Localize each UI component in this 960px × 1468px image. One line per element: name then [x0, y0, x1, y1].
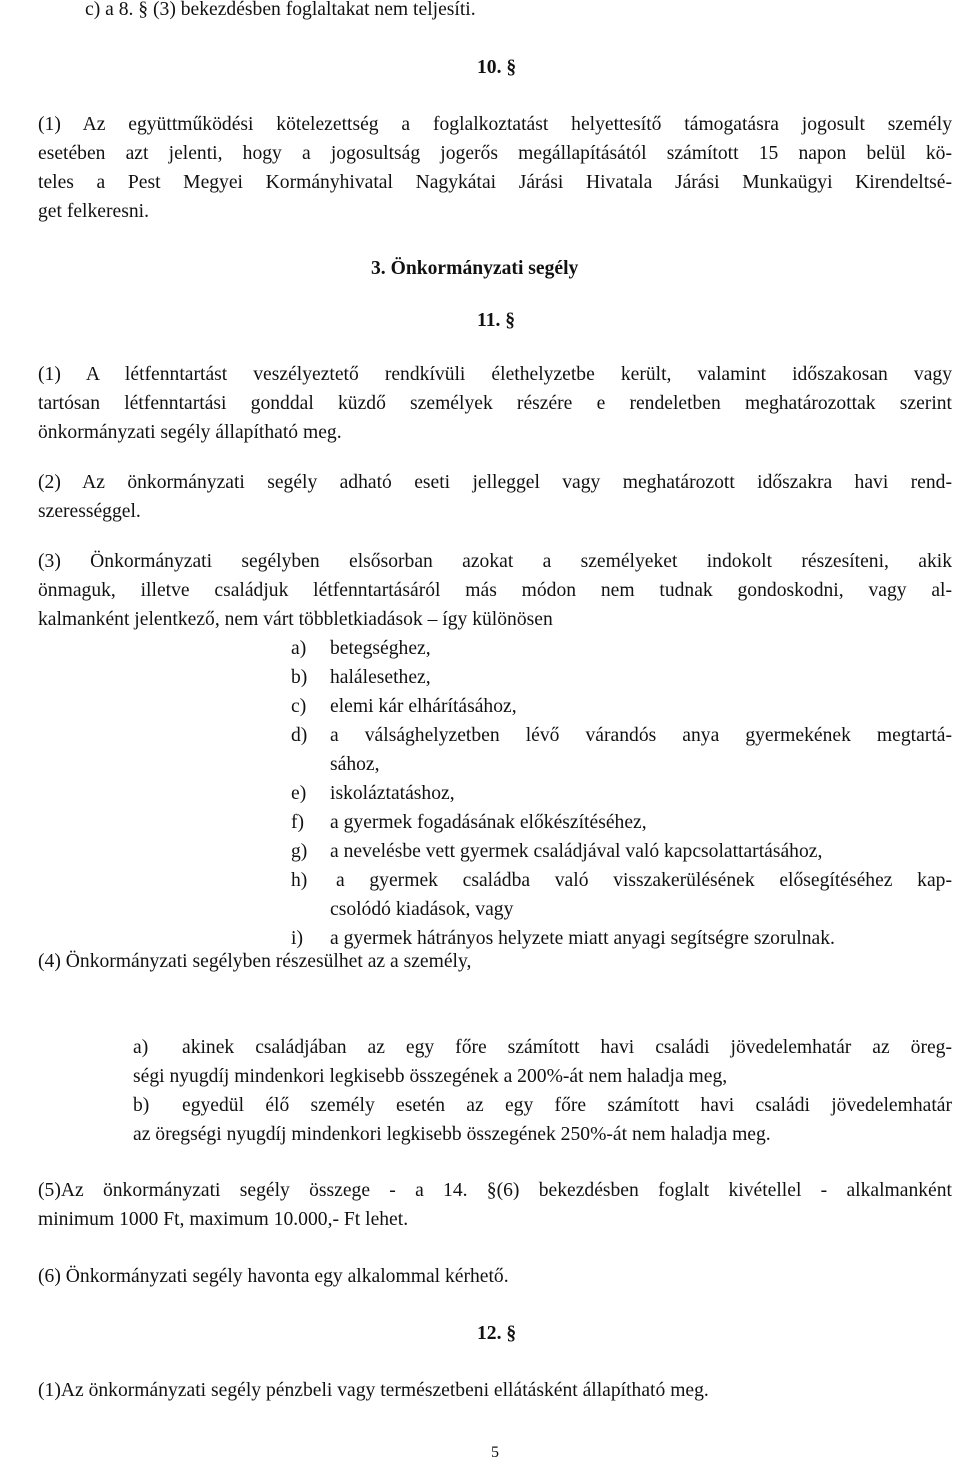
list-item-label: f) — [291, 812, 305, 833]
list-item-label: d) — [291, 725, 308, 746]
text-line: (1) Az együttműködési kötelezettség a foglalkoztatást helyettesítő támogatásra jogosult személy — [38, 114, 952, 135]
text-line: önmaguk, illetve családjuk létfenntartásáról más módon nem tudnak gondoskodni, vagy al- — [38, 580, 952, 601]
text-line: esetében azt jelenti, hogy a jogosultság jogerős megállapításától számított 15 napon belül kö- — [38, 143, 952, 164]
text-line: tartósan létfenntartási gonddal küzdő személyek részére e rendeletben meghatározottak szerint — [38, 393, 952, 414]
list-item-text: betegséghez, — [330, 638, 431, 659]
text-line: (1) A létfenntartást veszélyeztető rendkívüli élethelyzetbe került, valamint időszakosan vagy — [38, 364, 952, 385]
text-line: kalmanként jelentkező, nem várt többletkiadások – így különösen — [38, 609, 553, 630]
section-heading-10: 10. § — [477, 57, 517, 78]
list-item-text: iskoláztatáshoz, — [330, 783, 455, 804]
list-item-text: sához, — [330, 754, 380, 775]
list-item-label: a) — [133, 1037, 149, 1058]
text-line: (4) Önkormányzati segélyben részesülhet az a személy, — [38, 951, 472, 972]
list-item-text: halálesethez, — [330, 667, 431, 688]
list-item-label: i) — [291, 928, 303, 949]
list-item-text: az öregségi nyugdíj mindenkori legkisebb összegének 250%-át nem haladja meg. — [133, 1124, 771, 1145]
list-item-label: b) — [291, 667, 308, 688]
text-line: (5)Az önkormányzati segély összege - a 14. §(6) bekezdésben foglalt kivétellel - alkalmanként — [38, 1180, 952, 1201]
section-heading-12: 12. § — [477, 1323, 517, 1344]
section-heading-11: 11. § — [477, 310, 516, 331]
list-item-text: a gyermek fogadásának előkészítéséhez, — [330, 812, 647, 833]
list-item-text: a gyermek hátrányos helyzete miatt anyagi segítségre szorulnak. — [330, 928, 835, 949]
list-item-label: b) — [133, 1095, 150, 1116]
list-item-text: csolódó kiadások, vagy — [330, 899, 514, 920]
list-item-text: elemi kár elhárításához, — [330, 696, 517, 717]
text-line: szerességgel. — [38, 501, 141, 522]
list-item-text: a gyermek családba való visszakerülésének elősegítéséhez kap- — [336, 870, 952, 891]
list-item-label: e) — [291, 783, 307, 804]
text-line: minimum 1000 Ft, maximum 10.000,- Ft lehet. — [38, 1209, 409, 1230]
text-line: get felkeresni. — [38, 201, 149, 222]
chapter-heading: 3. Önkormányzati segély — [371, 258, 579, 279]
text-line: önkormányzati segély állapítható meg. — [38, 422, 342, 443]
list-item-c: c) a 8. § (3) bekezdésben foglaltakat nem teljesíti. — [85, 0, 476, 20]
list-item-text: egyedül élő személy esetén az egy főre számított havi családi jövedelemhatár — [182, 1095, 952, 1116]
list-item-label: g) — [291, 841, 308, 862]
list-item-label: c) — [291, 696, 307, 717]
text-line: (3) Önkormányzati segélyben elsősorban azokat a személyeket indokolt részesíteni, akik — [38, 551, 952, 572]
list-item-label: h) — [291, 870, 308, 891]
list-item-text: akinek családjában az egy főre számított havi családi jövedelemhatár az öreg- — [182, 1037, 952, 1058]
list-item-text: a válsághelyzetben lévő várandós anya gyermekének megtartá- — [330, 725, 952, 746]
list-item-text: ségi nyugdíj mindenkori legkisebb összegének a 200%-át nem haladja meg, — [133, 1066, 728, 1087]
text-line: teles a Pest Megyei Kormányhivatal Nagykátai Járási Hivatala Járási Munkaügyi Kirendeltsé- — [38, 172, 952, 193]
text-line: (2) Az önkormányzati segély adható eseti jelleggel vagy meghatározott időszakra havi rend- — [38, 472, 952, 493]
text-line: (1)Az önkormányzati segély pénzbeli vagy természetbeni ellátásként állapítható meg. — [38, 1380, 709, 1401]
list-item-label: a) — [291, 638, 307, 659]
page-number: 5 — [491, 1444, 499, 1461]
list-item-text: a nevelésbe vett gyermek családjával való kapcsolattartásához, — [330, 841, 823, 862]
text-line: (6) Önkormányzati segély havonta egy alkalommal kérhető. — [38, 1266, 509, 1287]
